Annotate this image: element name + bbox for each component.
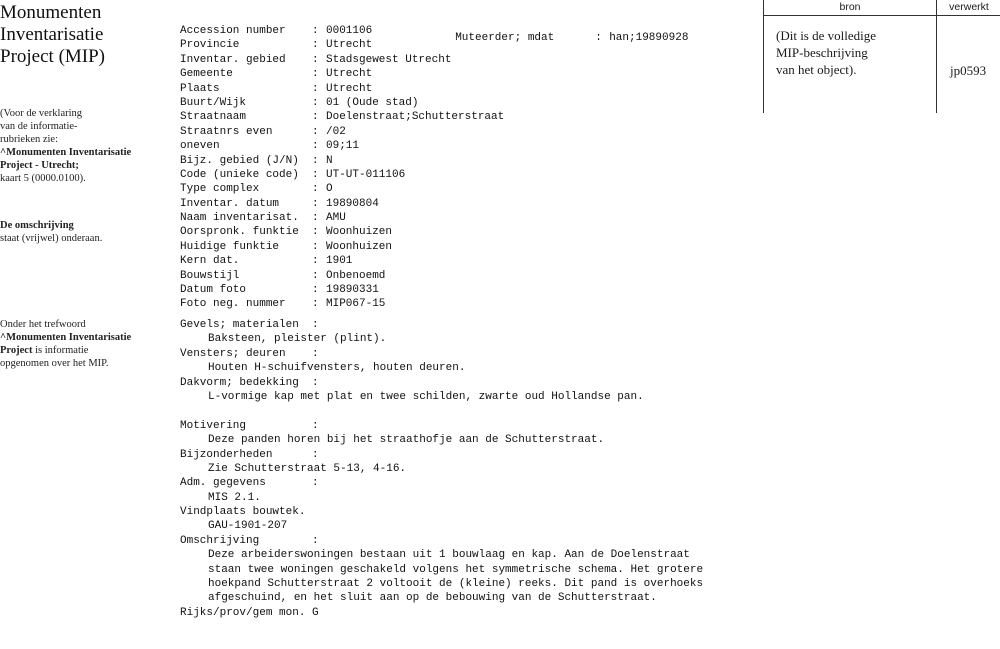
- section-sep: :: [312, 347, 319, 360]
- field-sep: :: [312, 298, 319, 311]
- field-value: 01 (Oude stad): [326, 96, 419, 109]
- section-dakvorm: [180, 376, 780, 390]
- section-label: Omschrijving: [180, 534, 260, 547]
- field-row: [180, 154, 780, 168]
- mutator-field: [442, 20, 688, 44]
- field-label: Bouwstijl: [180, 269, 240, 282]
- field-row: [180, 211, 780, 225]
- field-row: [180, 182, 780, 196]
- field-sep: :: [312, 284, 319, 297]
- note-line: van de informatie-: [0, 121, 78, 132]
- field-sep: :: [312, 111, 319, 124]
- field-label: oneven: [180, 140, 220, 153]
- note-bold: Project: [0, 345, 33, 356]
- section-text: Deze arbeiderswoningen bestaan uit 1 bouwlaag en kap. Aan de Doelenstraat: [208, 549, 690, 562]
- field-sep: :: [312, 82, 319, 95]
- section-label: Motivering: [180, 419, 247, 432]
- field-sep: :: [312, 125, 319, 138]
- section-adm: [180, 476, 780, 490]
- section-label: Gevels; materialen: [180, 319, 299, 331]
- section-text: Houten H-schuifvensters, houten deuren.: [208, 362, 466, 375]
- field-sep: :: [312, 53, 319, 66]
- field-label: Inventar. datum: [180, 197, 280, 210]
- section-vindplaats: [180, 505, 780, 519]
- field-label: Inventar. gebied: [180, 53, 286, 66]
- field-row: [180, 96, 780, 110]
- field-label: Straatnrs even: [180, 125, 273, 138]
- bron-column-header: bron: [839, 1, 861, 13]
- field-value: AMU: [326, 212, 346, 225]
- section-value: G: [312, 606, 319, 619]
- field-row: [180, 110, 780, 124]
- sidebar-title-line-3: Project (MIP): [0, 46, 106, 67]
- note-line: Project - Utrecht;: [0, 160, 79, 171]
- mutator-label: Muteerder; mdat: [455, 32, 555, 44]
- note-bold: ^Monumenten Inventarisatie: [0, 332, 132, 343]
- field-value: Doelenstraat;Schutterstraat: [326, 111, 505, 124]
- section-sep: :: [312, 376, 319, 389]
- field-sep: :: [312, 25, 319, 37]
- field-label: Oorspronk. funktie: [180, 226, 299, 239]
- bron-note-line: (Dit is de volledige: [776, 28, 877, 43]
- sidebar-note-keyword: [0, 318, 175, 370]
- sidebar-note-legend: [0, 107, 175, 185]
- field-label: Foto neg. nummer: [180, 298, 286, 311]
- field-label: Plaats: [180, 82, 220, 95]
- field-sep: :: [312, 197, 319, 210]
- field-value: Utrecht: [326, 39, 373, 52]
- field-value: 19890804: [326, 197, 379, 210]
- section-gevels: [180, 318, 780, 332]
- note-line: is informatie: [32, 345, 89, 356]
- mutator-value: han;19890928: [609, 32, 689, 44]
- section-text: afgeschuind, en het sluit aan op de bebouwing van de Schutterstraat.: [208, 592, 657, 605]
- field-value: O: [326, 183, 333, 196]
- field-sep: :: [312, 183, 319, 196]
- note-line: opgenomen over het MIP.: [0, 358, 109, 369]
- field-label: Straatnaam: [180, 111, 247, 124]
- field-value: 1901: [326, 255, 353, 268]
- section-motivering: [180, 419, 780, 433]
- field-row: [180, 53, 780, 67]
- verwerkt-code: jp0593: [950, 63, 987, 78]
- field-row: [180, 125, 780, 139]
- section-sep: :: [312, 534, 319, 547]
- field-sep: :: [312, 39, 319, 52]
- section-omschrijving: [180, 534, 780, 548]
- sidebar-title-line-1: Monumenten: [0, 2, 102, 23]
- field-label: Code (unieke code): [180, 168, 299, 181]
- field-label: Datum foto: [180, 284, 247, 297]
- section-text: Zie Schutterstraat 5-13, 4-16.: [208, 462, 407, 475]
- section-text: GAU-1901-207: [208, 520, 288, 533]
- field-label: Huidige funktie: [180, 240, 280, 253]
- note-line: kaart 5 (0000.0100).: [0, 173, 86, 184]
- section-sep: :: [312, 419, 319, 432]
- section-sep: :: [312, 319, 319, 331]
- record-sections: [180, 318, 780, 620]
- section-label: Dakvorm; bedekking: [180, 376, 299, 389]
- section-sep: :: [312, 477, 319, 490]
- section-text: L-vormige kap met plat en twee schilden, zwarte oud Hollandse pan.: [208, 390, 644, 403]
- field-value: Stadsgewest Utrecht: [326, 53, 452, 66]
- field-value: 0001106: [326, 25, 373, 37]
- field-row: [180, 269, 780, 283]
- field-sep: :: [312, 168, 319, 181]
- sidebar-note-description: [0, 219, 175, 245]
- bron-note: [776, 27, 876, 78]
- field-row: [180, 225, 780, 239]
- mutator-sep: :: [595, 32, 602, 44]
- field-sep: :: [312, 154, 319, 167]
- field-value: Onbenoemd: [326, 269, 386, 282]
- field-sep: :: [312, 212, 319, 225]
- section-label: Adm. gegevens: [180, 477, 266, 490]
- field-label: Accession number: [180, 25, 286, 37]
- field-sep: :: [312, 96, 319, 109]
- note-line: rubrieken zie:: [0, 134, 59, 145]
- field-value: Woonhuizen: [326, 240, 393, 253]
- field-row: [180, 67, 780, 81]
- field-value: 19890331: [326, 284, 379, 297]
- field-value: /02: [326, 125, 346, 138]
- field-label: Buurt/Wijk: [180, 96, 247, 109]
- section-text: staan twee woningen geschakeld volgens het symmetrische schema. Het grotere: [208, 563, 704, 576]
- bron-box: [763, 0, 1000, 113]
- field-label: Type complex: [180, 183, 260, 196]
- field-row: [180, 139, 780, 153]
- field-sep: :: [312, 226, 319, 239]
- bron-note-line: MIP-beschrijving: [776, 45, 868, 60]
- field-sep: :: [312, 140, 319, 153]
- field-value: Woonhuizen: [326, 226, 393, 239]
- field-sep: :: [312, 240, 319, 253]
- bron-header: [764, 0, 1000, 16]
- field-value: N: [326, 154, 333, 167]
- section-rijks: [180, 606, 780, 620]
- verwerkt-column-header: verwerkt: [949, 1, 989, 13]
- field-value: 09;11: [326, 140, 360, 153]
- section-label: Bijzonderheden: [180, 448, 273, 461]
- section-text: Baksteen, pleister (plint).: [208, 333, 387, 346]
- section-bijzonderheden: [180, 448, 780, 462]
- record-fields: [180, 24, 780, 312]
- field-row: [180, 254, 780, 268]
- field-label: Provincie: [180, 39, 240, 52]
- section-label: Rijks/prov/gem mon.: [180, 606, 306, 619]
- sidebar-title: [0, 2, 170, 68]
- column-divider: [936, 0, 937, 113]
- bron-note-line: van het object).: [776, 62, 857, 77]
- field-label: Naam inventarisat.: [180, 212, 299, 225]
- field-label: Gemeente: [180, 68, 233, 81]
- section-sep: :: [312, 448, 319, 461]
- field-row: [180, 82, 780, 96]
- field-sep: :: [312, 255, 319, 268]
- sidebar-title-line-2: Inventarisatie: [0, 24, 104, 45]
- section-label: Vindplaats bouwtek.: [180, 506, 306, 519]
- field-row: [180, 197, 780, 211]
- note-line: staat (vrijwel) onderaan.: [0, 233, 103, 244]
- note-line: Onder het trefwoord: [0, 319, 86, 330]
- field-row: [180, 168, 780, 182]
- field-row: [180, 240, 780, 254]
- field-value: UT-UT-011106: [326, 168, 406, 181]
- field-value: Utrecht: [326, 68, 373, 81]
- field-label: Bijz. gebied (J/N): [180, 154, 299, 167]
- field-row: [180, 297, 780, 311]
- field-label: Kern dat.: [180, 255, 240, 268]
- field-value: Utrecht: [326, 82, 373, 95]
- section-label: Vensters; deuren: [180, 347, 286, 360]
- section-text: Deze panden horen bij het straathofje aan de Schutterstraat.: [208, 434, 605, 447]
- section-text: MIS 2.1.: [208, 491, 261, 504]
- note-line: (Voor de verklaring: [0, 108, 83, 119]
- field-row: [180, 283, 780, 297]
- note-bold: De omschrijving: [0, 220, 74, 231]
- field-value: MIP067-15: [326, 298, 386, 311]
- note-line: ^Monumenten Inventarisatie: [0, 147, 132, 158]
- section-text: hoekpand Schutterstraat 2 voltooit de (kleine) reeks. Dit pand is overhoeks: [208, 578, 704, 591]
- field-sep: :: [312, 68, 319, 81]
- section-vensters: [180, 347, 780, 361]
- field-sep: :: [312, 269, 319, 282]
